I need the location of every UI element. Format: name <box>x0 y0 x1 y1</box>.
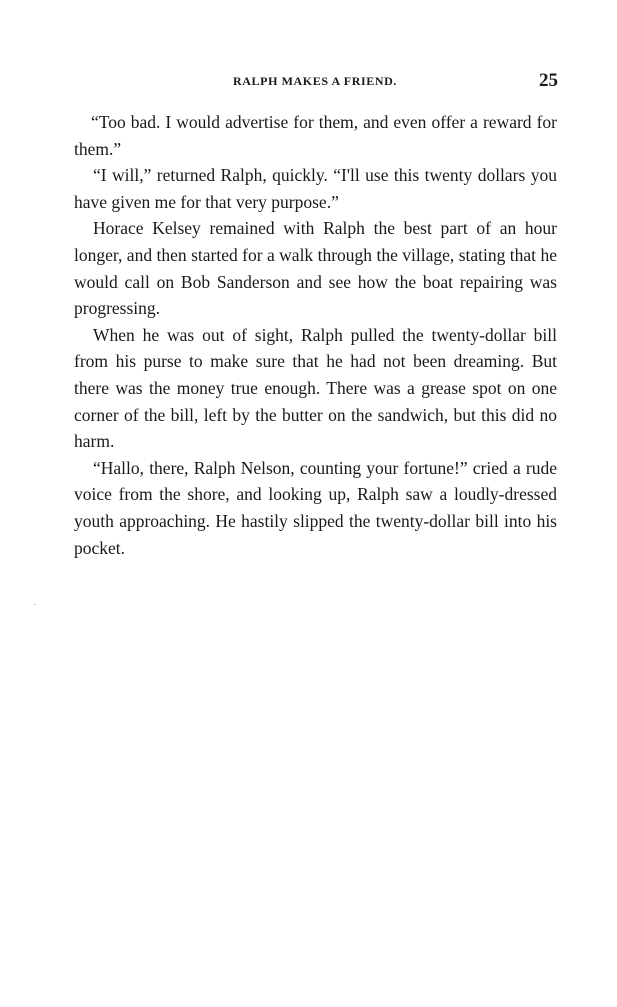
paragraph: “Hallo, there, Ralph Nelson, counting your fortune!” cried a rude voice from the shore, and looking up, Ralph saw a loudly-dressed youth approaching. He hastily slipped the twenty-dollar bill into his pocket. <box>74 457 557 558</box>
running-title: RALPH MAKES A FRIEND. <box>233 74 397 88</box>
running-head <box>72 70 558 94</box>
paragraph: Horace Kelsey remained with Ralph the best part of an hour longer, and then started for a walk through the village, stating that he would call on Bob Sanderson and see how the boat repairing was progressing. <box>74 218 557 319</box>
body-text <box>74 109 557 561</box>
scan-speck <box>34 604 35 605</box>
paragraph: “Too bad. I would advertise for them, and even offer a reward for them.” <box>74 112 557 159</box>
paragraph: “I will,” returned Ralph, quickly. “I'll use this twenty dollars you have given me for that very purpose.” <box>74 165 557 212</box>
paragraph: When he was out of sight, Ralph pulled the twenty-dollar bill from his purse to make sure that he had not been dreaming. But there was the money true enough. There was a grease spot on one corner of the bill, left by the butter on the sandwich, but this did no harm. <box>74 324 557 452</box>
page-number: 25 <box>539 70 558 91</box>
